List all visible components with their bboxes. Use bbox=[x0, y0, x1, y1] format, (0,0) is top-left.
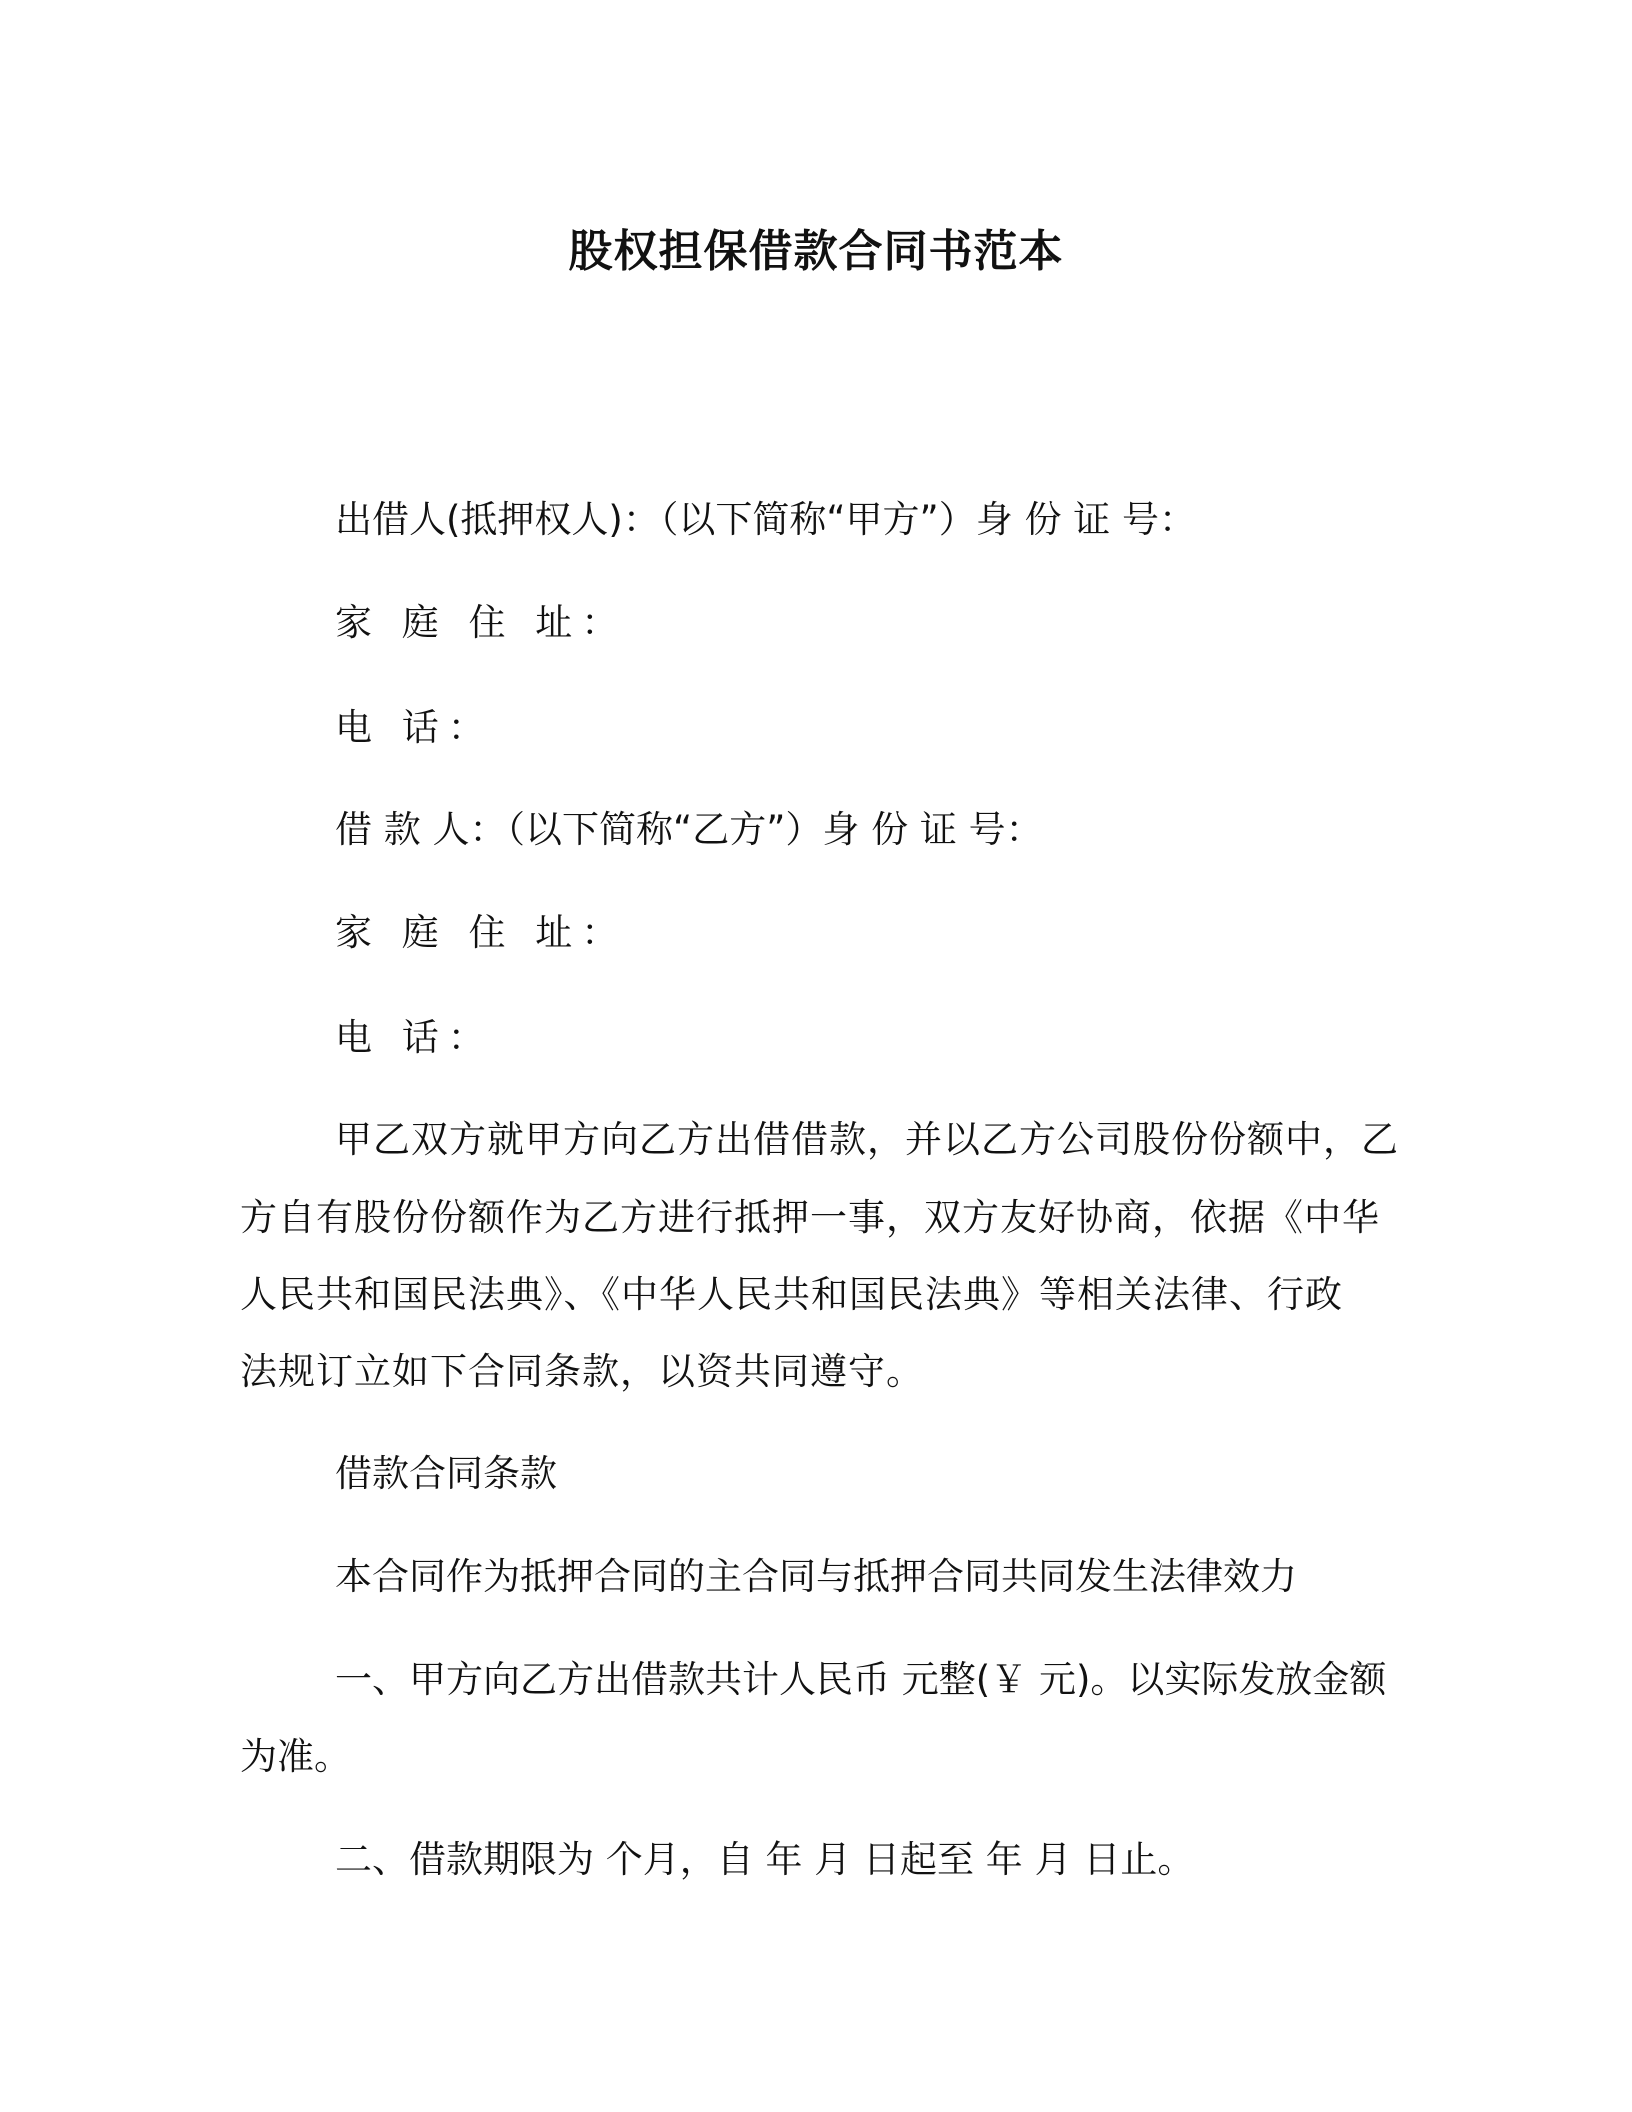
lender-phone: 电 话： bbox=[335, 706, 494, 749]
preamble-line-1: 甲乙双方就甲方向乙方出借借款，并以乙方公司股份份额中，乙 bbox=[335, 1118, 1399, 1161]
preamble-line-3: 人民共和国民法典》、《中华人民共和国民法典》等相关法律、行政 bbox=[240, 1273, 1343, 1316]
preamble-line-2: 方自有股份份额作为乙方进行抵押一事，双方友好协商，依据《中华 bbox=[240, 1196, 1380, 1239]
section-heading: 借款合同条款 bbox=[335, 1452, 557, 1495]
clause-2: 二、借款期限为 个月，自 年 月 日起至 年 月 日止。 bbox=[335, 1838, 1195, 1881]
borrower-address: 家 庭 住 址： bbox=[335, 911, 628, 954]
preamble-line-4: 法规订立如下合同条款，以资共同遵守。 bbox=[240, 1350, 924, 1393]
lender-address: 家 庭 住 址： bbox=[335, 601, 628, 644]
clause-1-line-1: 一、甲方向乙方出借款共计人民币 元整(￥ 元)。以实际发放金额 bbox=[335, 1658, 1387, 1701]
clause-1-line-2: 为准。 bbox=[240, 1735, 351, 1778]
main-contract-note: 本合同作为抵押合同的主合同与抵押合同共同发生法律效力 bbox=[335, 1555, 1297, 1598]
document-title: 股权担保借款合同书范本 bbox=[568, 226, 1064, 277]
borrower-phone: 电 话： bbox=[335, 1016, 494, 1059]
lender-line: 出借人(抵押权人)：（以下简称“甲方”）身 份 证 号： bbox=[335, 498, 1196, 541]
borrower-line: 借 款 人：（以下简称“乙方”）身 份 证 号： bbox=[335, 808, 1043, 851]
